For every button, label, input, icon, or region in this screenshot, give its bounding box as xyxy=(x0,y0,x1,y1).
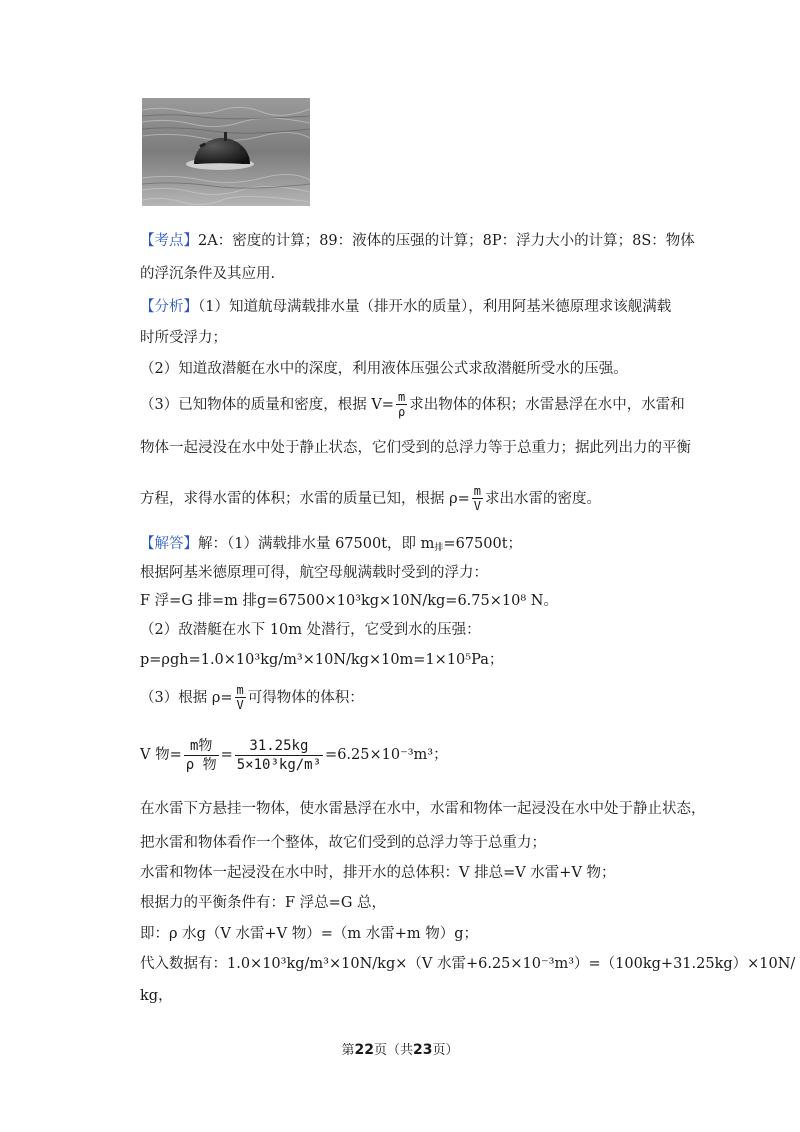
jieda-line-11: 根据力的平衡条件有：F 浮总=G 总， xyxy=(140,895,387,911)
fenxi-line-4: （3）已知物体的质量和密度，根据 V= $\frac{m}{\rho}$ 求出物体的体积；水雷悬浮在水中，水雷和 xyxy=(140,390,685,419)
jieda-line-8: 在水雷下方悬挂一物体，使水雷悬浮在水中，水雷和物体一起浸没在水中处于静止状态， xyxy=(140,801,706,817)
jieda-line-1: 【解答】解：（1）满载排水量 67500t，即 $m_排=67500t$； xyxy=(140,536,523,553)
jieda-line-5: p=ρgh=1.0×10³kg/m³×10N/kg×10m=1×10⁵Pa； xyxy=(140,652,504,668)
current-page-number: 22 xyxy=(354,1042,374,1058)
jieda-line-4: （2）敌潜艇在水下 10m 处潜行，它受到水的压强： xyxy=(140,622,481,638)
fenxi-line-3: （2）知道敌潜艇在水中的深度，利用液体压强公式求敌潜艇所受水的压强。 xyxy=(140,361,628,377)
fenxi-line-6: 方程，求得水雷的体积；水雷的质量已知，根据 ρ= $\frac{m}{V}$ 求出水雷的密度。 xyxy=(140,484,602,513)
jieda-tag: 【解答】 xyxy=(140,536,198,552)
jieda-line-12: 即：ρ 水g（V 水雷+V 物）=（m 水雷+m 物）g； xyxy=(140,926,479,942)
fenxi-line-2: 时所受浮力； xyxy=(140,330,227,346)
total-page-number: 23 xyxy=(413,1042,433,1058)
fenxi-line-1: 【分析】（1）知道航母满载排水量（排开水的质量），利用阿基米德原理求该舰满载 xyxy=(140,299,672,315)
kaodian-line-2: 的浮沉条件及其应用. xyxy=(140,266,276,282)
jieda-line-13: 代入数据有：1.0×10³kg/m³×10N/kg×（V 水雷+6.25×10⁻³m³）=（100kg+31.25kg）×10N/ xyxy=(140,956,796,972)
fraction-m-wu-over-rho-wu: $\frac{\text{m物}}{\text{ρ 物}}$ xyxy=(185,737,217,773)
jieda-line-2: 根据阿基米德原理可得，航空母舰满载时受到的浮力： xyxy=(140,565,488,581)
fraction-volume-calc: $\frac{31.25kg}{\text{5×10³kg/m³}}$ xyxy=(236,737,322,773)
fenxi-line-5: 物体一起浸没在水中处于静止状态，它们受到的总浮力等于总重力；据此列出力的平衡 xyxy=(140,440,691,456)
jieda-line-9: 把水雷和物体看作一个整体，故它们受到的总浮力等于总重力； xyxy=(140,835,546,851)
jieda-line-14: kg， xyxy=(140,988,173,1004)
fraction-m-over-v: $\frac{m}{V}$ xyxy=(473,484,482,513)
jieda-line-7: V 物= $\frac{\text{m物}}{\text{ρ 物}}$ = $\frac{31.25kg}{\text{5×10³kg/m³}}$ =6.25×10⁻³m³； xyxy=(140,737,448,773)
jieda-line-10: 水雷和物体一起浸没在水中时，排开水的总体积：V 排总=V 水雷+V 物； xyxy=(140,865,616,881)
fraction-m-over-rho: $\frac{m}{\rho}$ xyxy=(397,390,406,419)
jieda-line-6: （3）根据 ρ= $\frac{m}{V}$ 可得物体的体积： xyxy=(140,683,364,712)
kaodian-line-1 xyxy=(140,230,695,252)
jieda-line-3: F 浮=G 排=m 排g=67500×10³kg×10N/kg=6.75×10⁸ N。 xyxy=(140,593,558,609)
page-footer: 第22页（共23页） xyxy=(341,1042,459,1058)
kaodian-text: 2A：密度的计算；89：液体的压强的计算；8P：浮力大小的计算；8S：物体 xyxy=(198,233,695,249)
fenxi-tag: 【分析】 xyxy=(140,299,198,315)
fraction-m-over-v-2: $\frac{m}{V}$ xyxy=(236,683,244,712)
kaodian-tag: 【考点】 xyxy=(140,233,198,249)
mine-photo xyxy=(142,98,310,206)
